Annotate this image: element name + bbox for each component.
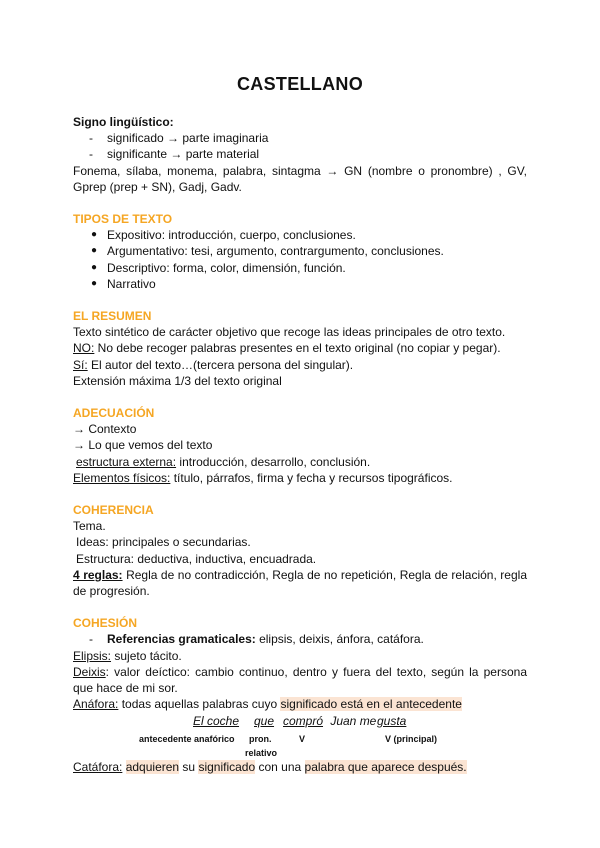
annotation: antecedente anafórico <box>139 733 235 744</box>
signo-item: - significado → parte imaginaria <box>89 131 269 146</box>
tipos-item: ● Argumentativo: tesi, argumento, contrargumento, conclusiones. <box>91 244 444 259</box>
cohesion-heading: COHESIÓN <box>73 616 138 631</box>
example-word: compró <box>283 713 324 728</box>
annotation: V (principal) <box>385 733 438 744</box>
signo-heading: Signo lingüístico: <box>73 115 174 129</box>
resumen-heading: EL RESUMEN <box>73 309 152 324</box>
highlight: significado <box>198 759 256 774</box>
dash-marker: - <box>89 131 93 146</box>
highlight: palabra que aparece después. <box>304 759 467 774</box>
tipos-item: ● Narrativo <box>91 276 156 291</box>
example-word: que <box>254 713 275 728</box>
cohesion-anafora: Anáfora: todas aquellas palabras cuyo significado está en el antecedente <box>73 697 462 712</box>
anafora-example <box>73 713 527 729</box>
coherencia-line: Tema. <box>73 519 106 534</box>
bullet-icon: ● <box>91 277 98 289</box>
cohesion-elipsis: Elipsis: sujeto tácito. <box>73 648 182 663</box>
coherencia-line: Estructura: deductiva, inductiva, encuadrada. <box>76 551 317 566</box>
cohesion-catafora: Catáfora: adquieren su significado con una palabra que aparece después. <box>73 759 467 774</box>
adecuacion-line: → Contexto <box>73 422 137 437</box>
adecuacion-externa: estructura externa: introducción, desarrollo, conclusión. <box>76 454 371 469</box>
highlight: significado está en el antecedente <box>280 697 462 712</box>
tipos-heading: TIPOS DE TEXTO <box>73 212 173 227</box>
adecuacion-line: → Lo que vemos del texto <box>73 438 213 453</box>
resumen-no: NO: No debe recoger palabras presentes en el texto original (no copiar y pegar). <box>73 341 501 356</box>
dash-marker: - <box>89 147 93 162</box>
dash-marker: - <box>89 632 93 647</box>
bullet-icon: ● <box>91 245 98 257</box>
highlight: adquieren <box>125 759 180 774</box>
cohesion-deixis: Deixis: valor deíctico: cambio continuo, dentro y fuera del texto, según la persona que hace de mi sor. <box>73 664 527 696</box>
tipos-item: ● Descriptivo: forma, color, dimensión, función. <box>91 260 346 275</box>
page-title: CASTELLANO <box>237 74 363 94</box>
example-word: Juan me <box>327 713 380 728</box>
document-content <box>73 114 527 775</box>
signo-item: - significante → parte material <box>89 147 260 162</box>
resumen-line: Extensión máxima 1/3 del texto original <box>73 373 282 388</box>
resumen-line: Texto sintético de carácter objetivo que recoge las ideas principales de otro texto. <box>73 325 506 340</box>
coherencia-reglas: 4 reglas: Regla de no contradicción, Regla de no repetición, Regla de relación, regla de progresión. <box>73 567 527 599</box>
example-annotations <box>73 729 527 759</box>
tipos-item: ● Expositivo: introducción, cuerpo, conclusiones. <box>91 228 356 243</box>
bullet-icon: ● <box>91 229 98 241</box>
resumen-si: Sí: El autor del texto…(tercera persona del singular). <box>73 357 354 372</box>
example-word: gusta <box>377 713 407 728</box>
coherencia-heading: COHERENCIA <box>73 503 154 518</box>
example-word: El coche <box>193 713 240 728</box>
coherencia-line: Ideas: principales o secundarias. <box>76 535 251 550</box>
adecuacion-elementos: Elementos físicos: título, párrafos, firma y fecha y recursos tipográficos. <box>73 470 453 485</box>
signo-text: Fonema, sílaba, monema, palabra, sintagma → GN (nombre o pronombre) , GV, Gprep (prep + SN), Gadj, Gadv. <box>73 163 527 194</box>
annotation: pron. <box>249 733 272 744</box>
cohesion-referencias: - Referencias gramaticales: elipsis, deixis, ánfora, catáfora. <box>89 632 424 647</box>
adecuacion-heading: ADECUACIÓN <box>73 406 155 421</box>
bullet-icon: ● <box>91 261 98 273</box>
annotation: relativo <box>245 747 278 758</box>
annotation: V <box>299 733 306 744</box>
